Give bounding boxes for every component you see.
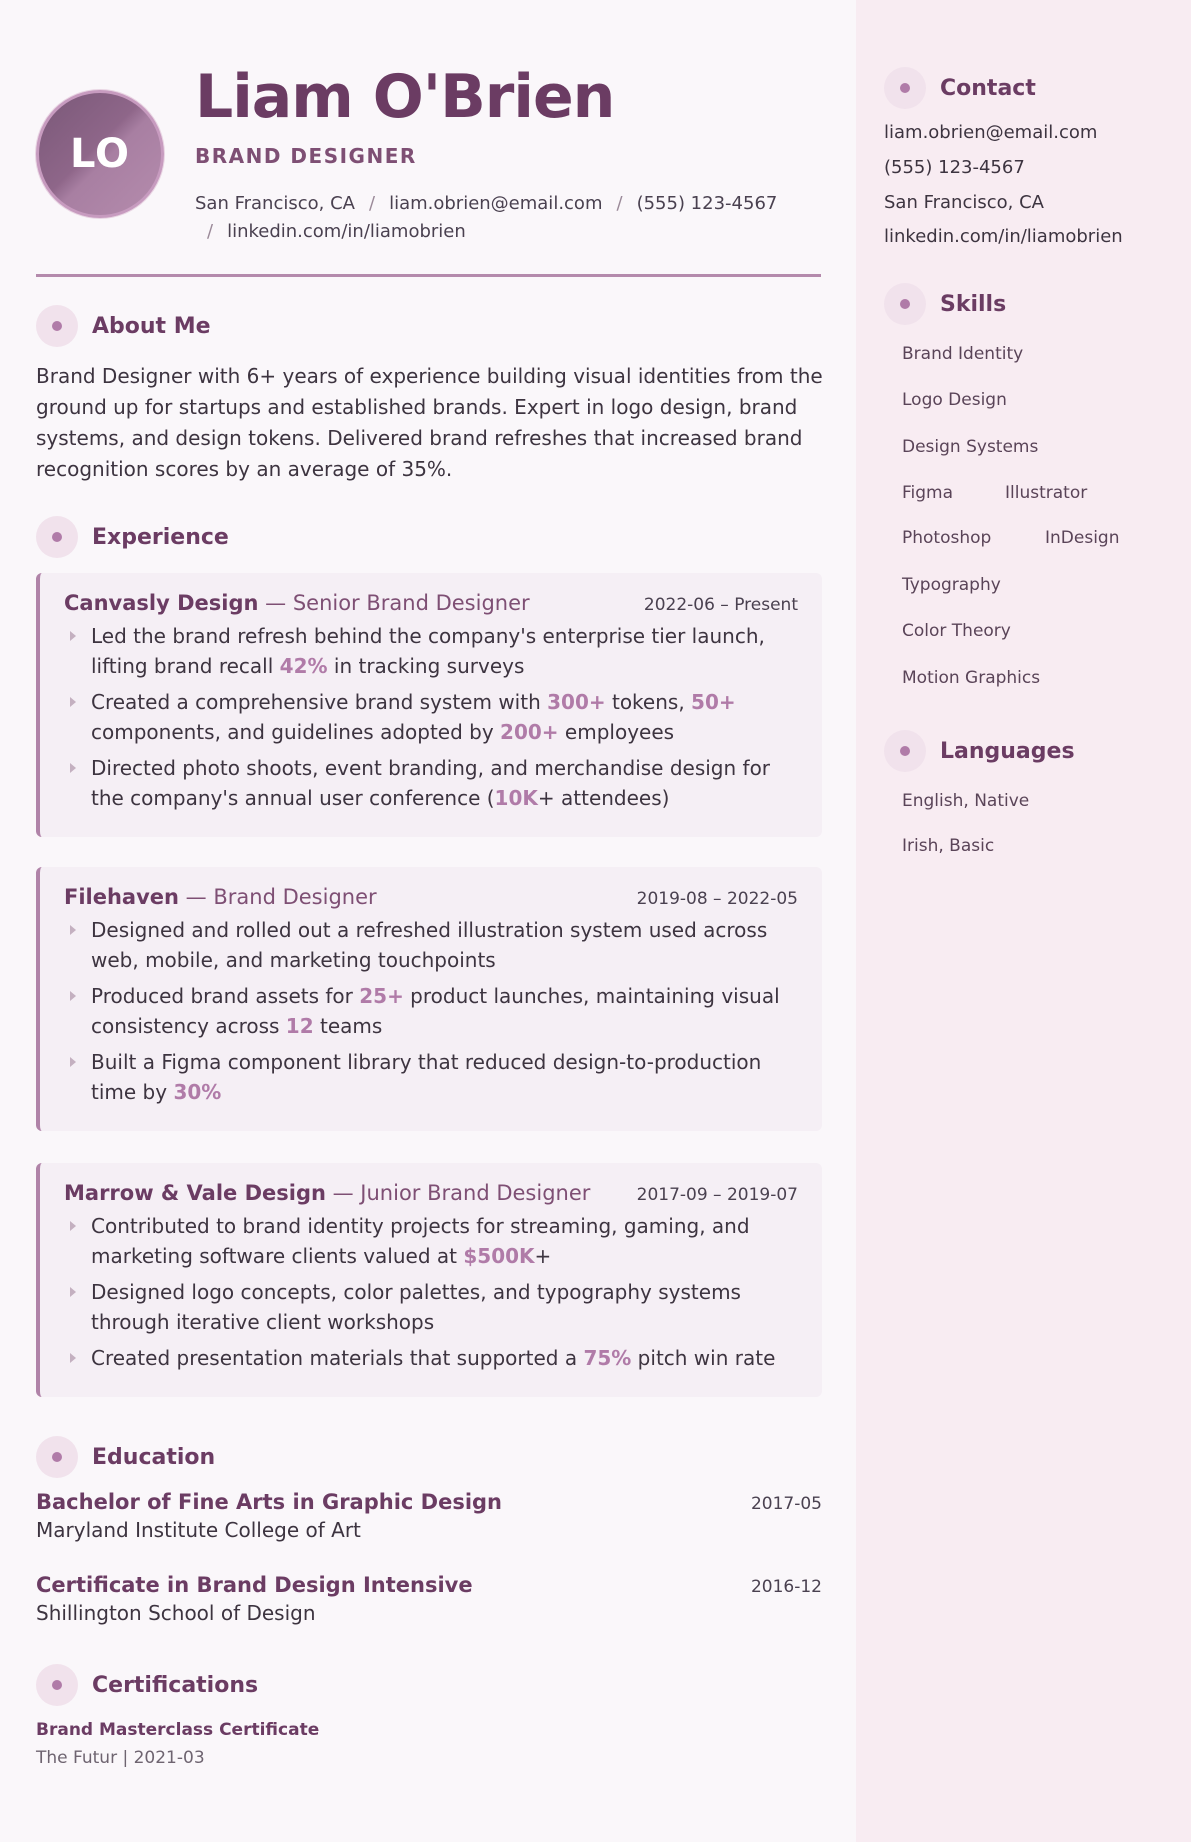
sidebar-contact-title (884, 67, 1036, 109)
bullet-text: product launches, maintaining visual consistency across (91, 984, 780, 1038)
header-linkedin[interactable]: linkedin.com/in/liamobrien (227, 221, 466, 242)
job-position: Junior Brand Designer (360, 1181, 591, 1205)
job-bullet (64, 1047, 798, 1107)
section-certifications-title (36, 1664, 258, 1706)
section-title: Languages (940, 738, 1075, 764)
job-bullets (64, 621, 798, 813)
bullet-metric: $500K (463, 1244, 535, 1268)
job-dash: — (179, 885, 214, 909)
section-about-title (36, 305, 211, 347)
job-bullet (64, 981, 798, 1041)
section-education-title (36, 1436, 215, 1478)
sidebar-phone[interactable]: (555) 123-4567 (884, 157, 1025, 178)
education-item (36, 1573, 822, 1625)
education-school: Maryland Institute College of Art (36, 1518, 361, 1542)
separator: / (207, 221, 214, 242)
job-company: Marrow & Vale Design (64, 1181, 326, 1205)
skill-tag: Illustrator (1005, 483, 1088, 503)
bullet-text: Directed photo shoots, event branding, and merchandise design for the company's annual user conference ( (91, 756, 771, 810)
experience-card (36, 573, 822, 837)
job-bullet (64, 753, 798, 813)
skill-tag: InDesign (1045, 528, 1120, 548)
skill-tag: Figma (902, 483, 954, 503)
education-item (36, 1490, 822, 1542)
education-school: Shillington School of Design (36, 1601, 316, 1625)
bullet-text: Created presentation materials that supported a (91, 1346, 584, 1370)
sidebar (856, 0, 1191, 1842)
separator: / (616, 193, 623, 214)
bullet-text: teams (313, 1014, 383, 1038)
experience-card (36, 1163, 822, 1397)
skill-tag: Logo Design (902, 390, 1007, 410)
job-bullet (64, 915, 798, 975)
header-divider (36, 274, 821, 277)
bullet-metric: 10K (494, 786, 538, 810)
sidebar-email[interactable]: liam.obrien@email.com (884, 122, 1098, 143)
bullet-metric: 300+ (547, 690, 606, 714)
job-dates: 2022-06 – Present (643, 595, 798, 615)
sidebar-linkedin[interactable]: linkedin.com/in/liamobrien (884, 226, 1123, 247)
bullet-metric: 42% (279, 654, 328, 678)
job-dates: 2017-09 – 2019-07 (636, 1185, 798, 1205)
job-dash: — (258, 591, 293, 615)
header-phone[interactable]: (555) 123-4567 (636, 193, 778, 214)
bullet-text: + attendees) (537, 786, 670, 810)
job-company: Filehaven (64, 885, 179, 909)
about-text: Brand Designer with 6+ years of experience building visual identities from the ground up for startups and established brands. Expert in logo design, brand systems, and design tokens. Delivered brand refreshes that increased brand recognition scores by an average of 35%. (36, 364, 823, 481)
job-bullet (64, 1343, 798, 1373)
skill-tag: Brand Identity (902, 344, 1024, 364)
bullet-text: Designed logo concepts, color palettes, and typography systems through iterative client workshops (91, 1280, 741, 1334)
section-dot-icon (884, 67, 926, 109)
section-dot-icon (884, 283, 926, 325)
job-title (64, 1181, 590, 1205)
section-title: Education (92, 1444, 216, 1470)
bullet-text: components, and guidelines adopted by (91, 720, 501, 744)
skill-tag: Photoshop (902, 528, 992, 548)
header-contact-line (195, 190, 835, 246)
section-dot-icon (36, 516, 78, 558)
job-bullets (64, 1211, 798, 1373)
sidebar-skills-title (884, 283, 1006, 325)
bullet-text: Contributed to brand identity projects for streaming, gaming, and marketing software clients valued at (91, 1214, 750, 1268)
bullet-metric: 50+ (691, 690, 736, 714)
bullet-metric: 25+ (359, 984, 404, 1008)
education-date: 2017-05 (750, 1494, 822, 1514)
header-location: San Francisco, CA (195, 193, 355, 214)
header-email[interactable]: liam.obrien@email.com (389, 193, 603, 214)
bullet-text: tokens, (605, 690, 692, 714)
avatar (36, 90, 164, 218)
section-title: Experience (92, 524, 229, 550)
skill-tag: Design Systems (902, 437, 1039, 457)
education-degree: Certificate in Brand Design Intensive (36, 1573, 473, 1597)
sidebar-location: San Francisco, CA (884, 192, 1044, 213)
candidate-role: BRAND DESIGNER (195, 144, 417, 168)
job-bullet (64, 621, 798, 681)
bullet-text: Produced brand assets for (91, 984, 360, 1008)
bullet-metric: 75% (583, 1346, 632, 1370)
bullet-text: Built a Figma component library that reduced design-to-production time by (91, 1050, 762, 1104)
section-experience-title (36, 516, 229, 558)
bullet-text: Created a comprehensive brand system with (91, 690, 548, 714)
skill-tag: Typography (902, 575, 1001, 595)
bullet-metric: 12 (285, 1014, 314, 1038)
section-title: Skills (940, 291, 1007, 317)
job-bullets (64, 915, 798, 1107)
section-dot-icon (36, 1436, 78, 1478)
section-title: Contact (940, 75, 1036, 101)
bullet-text: employees (558, 720, 675, 744)
job-dates: 2019-08 – 2022-05 (636, 889, 798, 909)
education-date: 2016-12 (750, 1577, 822, 1597)
certification-name: Brand Masterclass Certificate (36, 1720, 320, 1740)
language-item: Irish, Basic (902, 836, 995, 856)
candidate-name: Liam O'Brien (195, 62, 615, 132)
education-degree: Bachelor of Fine Arts in Graphic Design (36, 1490, 503, 1514)
section-title: Certifications (92, 1672, 259, 1698)
job-title (64, 591, 530, 615)
section-dot-icon (36, 1664, 78, 1706)
section-title: About Me (92, 313, 211, 339)
language-item: English, Native (902, 791, 1030, 811)
experience-card (36, 867, 822, 1131)
job-position: Senior Brand Designer (292, 591, 530, 615)
section-dot-icon (36, 305, 78, 347)
job-position: Brand Designer (213, 885, 377, 909)
bullet-metric: 200+ (500, 720, 559, 744)
bullet-text: Led the brand refresh behind the company's enterprise tier launch, lifting brand recall (91, 624, 765, 678)
bullet-text: in tracking surveys (327, 654, 525, 678)
avatar-initials: LO (69, 131, 131, 177)
section-dot-icon (884, 730, 926, 772)
job-title (64, 885, 377, 909)
job-company: Canvasly Design (64, 591, 259, 615)
job-bullet (64, 1277, 798, 1337)
skill-tag: Motion Graphics (902, 668, 1041, 688)
separator: / (368, 193, 376, 214)
skill-tag: Color Theory (902, 621, 1011, 641)
job-bullet (64, 1211, 798, 1271)
bullet-text: pitch win rate (631, 1346, 776, 1370)
bullet-text: Designed and rolled out a refreshed illustration system used across web, mobile, and marketing touchpoints (91, 918, 768, 972)
bullet-metric: 30% (173, 1080, 222, 1104)
certification-meta: The Futur | 2021-03 (36, 1748, 205, 1768)
sidebar-languages-title (884, 730, 1075, 772)
bullet-text: + (534, 1244, 552, 1268)
job-dash: — (325, 1181, 361, 1205)
job-bullet (64, 687, 798, 747)
